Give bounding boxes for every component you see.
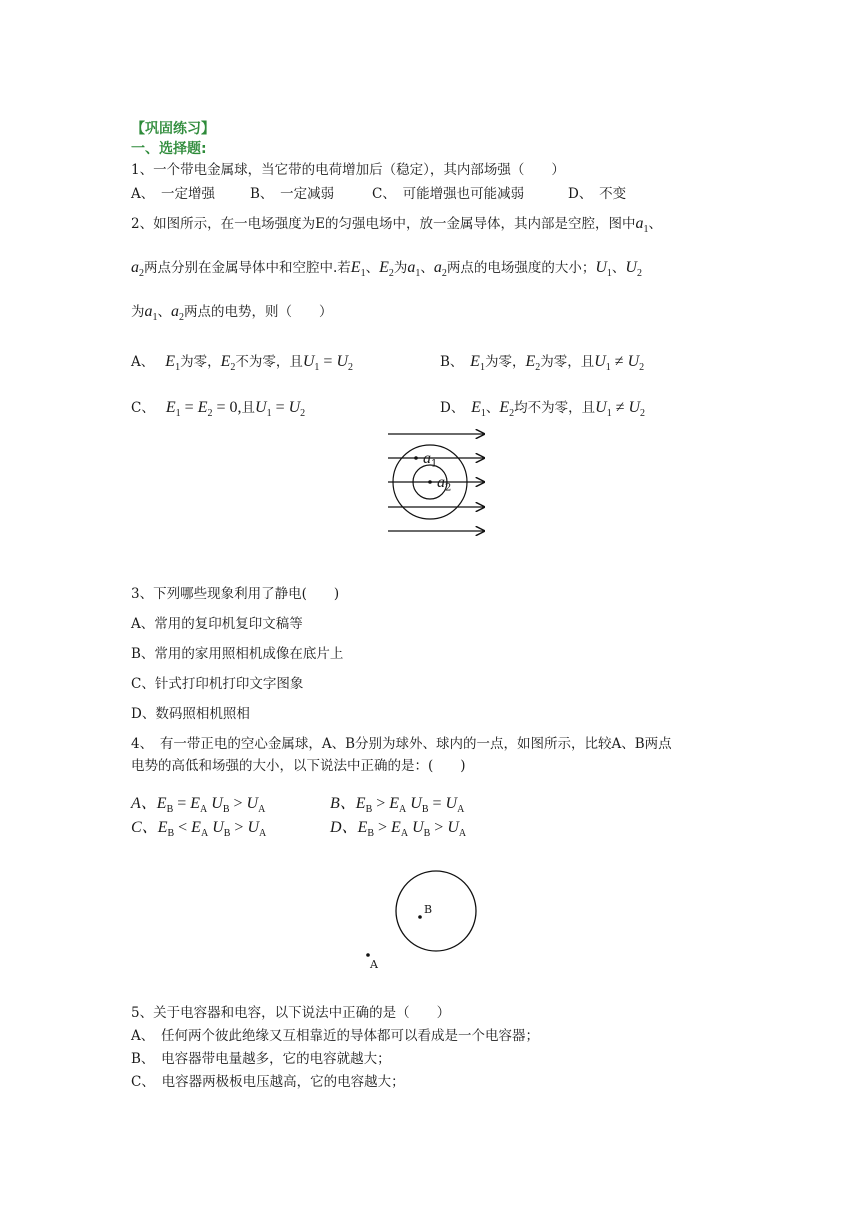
point-a2 — [428, 480, 432, 484]
hollow-sphere-circle — [396, 871, 476, 951]
q3-option-d: D、数码照相机照相 — [131, 706, 250, 722]
q2-option-d: D、 $E_1$、$E_2$均不为零，且$U_1 \ne U_2$ — [440, 399, 646, 420]
label-a: A — [370, 958, 378, 971]
q2-stem-line1: 2、如图所示，在一电场强度为E的匀强电场中，放一金属导体，其内部是空腔，图中$a_1$、 — [131, 215, 662, 236]
q2-stem-line3: 为$a_1$、$a_2$两点的电势，则（ ） — [131, 303, 333, 324]
q4-option-a: A、$E_B = E_A$ $U_B > U_A$ — [131, 795, 266, 816]
q5-option-c: C、 电容器两极板电压越高，它的电容越大； — [131, 1074, 405, 1090]
point-b — [418, 915, 422, 919]
q2-option-b: B、 $E_1$为零，$E_2$为零，且$U_1 \ne U_2$ — [440, 353, 645, 374]
q4-option-c: C、$E_B < E_A$ $U_B > U_A$ — [131, 819, 267, 840]
label-a1: $a_1$ — [423, 450, 438, 470]
label-a2: $a_2$ — [437, 474, 452, 494]
q5-option-a: A、 任何两个彼此绝缘又互相靠近的导体都可以看成是一个电容器； — [131, 1028, 539, 1044]
q1-option-a: A、 一定增强 — [131, 186, 215, 202]
q2-stem-line2: $a_2$两点分别在金属导体中和空腔中.若$E_1$、$E_2$为$a_1$、$a_2$两点的电场强度的大小；$U_1$、$U_2$ — [131, 259, 642, 280]
q4-stem-line1: 4、 有一带正电的空心金属球，A、B分别为球外、球内的一点，如图所示，比较A、B两点 — [131, 736, 672, 752]
q1-option-c: C、 可能增强也可能减弱 — [372, 186, 525, 202]
q1-option-d: D、 不变 — [568, 186, 627, 202]
q5-option-b: B、 电容器带电量越多，它的电容就越大； — [131, 1051, 391, 1067]
q2-option-a: A、 $E_1$为零，$E_2$不为零，且$U_1 = U_2$ — [131, 353, 354, 374]
section-title: 【巩固练习】 — [131, 121, 215, 137]
label-b: B — [424, 903, 433, 916]
q3-option-b: B、常用的家用照相机成像在底片上 — [131, 646, 344, 662]
q1-option-b: B、 一定减弱 — [250, 186, 335, 202]
q3-option-a: A、常用的复印机复印文稿等 — [131, 616, 303, 632]
q4-option-b: B、$E_B > E_A$ $U_B = U_A$ — [330, 795, 465, 816]
point-a — [366, 953, 370, 957]
q1-stem: 1、一个带电金属球，当它带的电荷增加后（稳定），其内部场强（ ） — [131, 162, 565, 178]
q4-option-d: D、$E_B > E_A$ $U_B > U_A$ — [330, 819, 467, 840]
q5-stem: 5、关于电容器和电容，以下说法中正确的是（ ） — [131, 1005, 451, 1021]
q3-option-c: C、针式打印机打印文字图象 — [131, 676, 304, 692]
q3-stem: 3、下列哪些现象利用了静电( ) — [131, 586, 340, 602]
point-a1 — [414, 456, 418, 460]
q2-option-c: C、 $E_1 = E_2 = 0$,且$U_1 = U_2$ — [131, 399, 306, 420]
section-subtitle: 一、选择题: — [131, 141, 207, 157]
q4-stem-line2: 电势的高低和场强的大小，以下说法中正确的是：( ) — [131, 758, 466, 774]
field-lines — [388, 434, 484, 531]
